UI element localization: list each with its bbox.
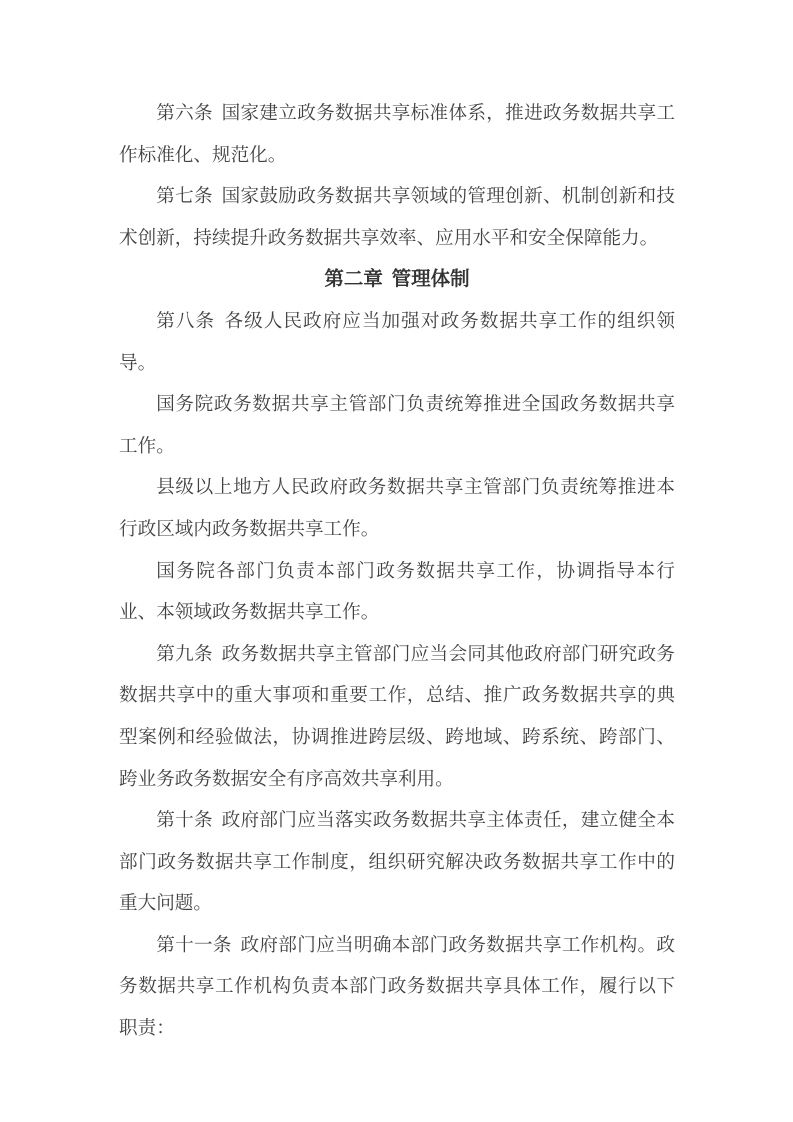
chapter-2-heading: 第二章 管理体制 — [324, 269, 470, 291]
article-6-paragraph: 第六条 国家建立政务数据共享标准体系，推进政务数据共享工作标准化、规范化。 — [119, 103, 675, 166]
article-8-paragraph-2: 国务院政务数据共享主管部门负责统筹推进全国政务数据共享工作。 — [119, 394, 675, 457]
article-8-paragraph-4: 国务院各部门负责本部门政务数据共享工作，协调指导本行业、本领域政务数据共享工作。 — [119, 560, 675, 624]
article-7-paragraph: 第七条 国家鼓励政务数据共享领域的管理创新、机制创新和技术创新，持续提升政务数据共享效率、应用水平和安全保障能力。 — [119, 186, 675, 249]
article-9-paragraph: 第九条 政务数据共享主管部门应当会同其他政府部门研究政务数据共享中的重大事项和重要工作，总结、推广政务数据共享的典型案例和经验做法，协调推进跨层级、跨地域、跨系统、跨部门、跨业务政务数据安全有序高效共享利用。 — [119, 643, 675, 790]
article-8-paragraph-1: 第八条 各级人民政府应当加强对政务数据共享工作的组织领导。 — [119, 310, 675, 374]
article-10-paragraph: 第十条 政府部门应当落实政务数据共享主体责任，建立健全本部门政务数据共享工作制度，组织研究解决政务数据共享工作中的重大问题。 — [119, 810, 675, 915]
article-11-paragraph: 第十一条 政府部门应当明确本部门政务数据共享工作机构。政务数据共享工作机构负责本部门政务数据共享具体工作，履行以下职责： — [119, 934, 675, 1040]
article-8-paragraph-3: 县级以上地方人民政府政务数据共享主管部门负责统筹推进本行政区域内政务数据共享工作。 — [119, 477, 675, 540]
